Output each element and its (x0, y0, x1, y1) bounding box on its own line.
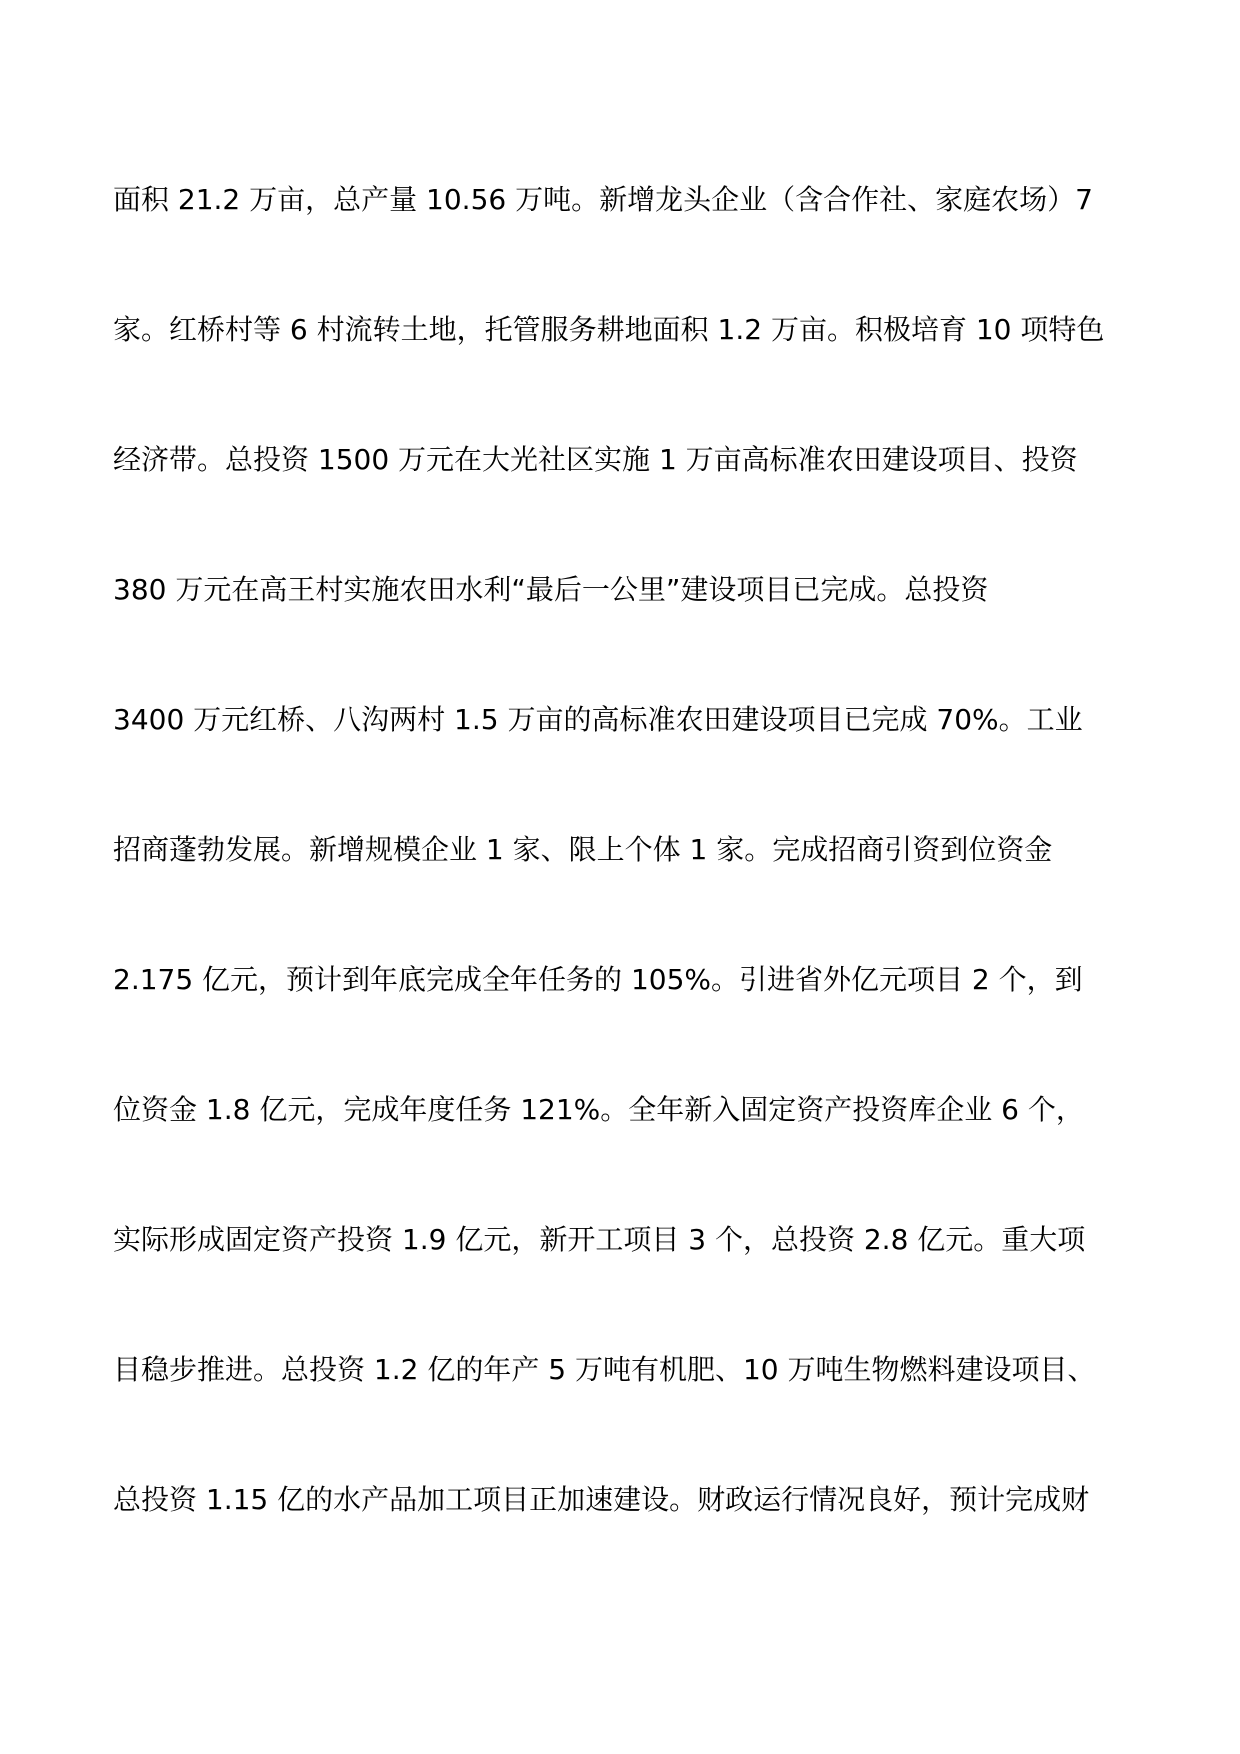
text-line: 位资金 1.8 亿元，完成年度任务 121%。全年新入固定资产投资库企业 6 个， (113, 1093, 1084, 1126)
text-line: 经济带。总投资 1500 万元在大光社区实施 1 万亩高标准农田建设项目、投资 (113, 443, 1078, 476)
text-line: 总投资 1.15 亿的水产品加工项目正加速建设。财政运行情况良好，预计完成财 (113, 1483, 1090, 1516)
text-line: 实际形成固定资产投资 1.9 亿元，新开工项目 3 个，总投资 2.8 亿元。重大项 (113, 1223, 1086, 1256)
text-line: 家。红桥村等 6 村流转土地，托管服务耕地面积 1.2 万亩。积极培育 10 项特色 (113, 313, 1105, 346)
text-line: 目稳步推进。总投资 1.2 亿的年产 5 万吨有机肥、10 万吨生物燃料建设项目、 (113, 1353, 1096, 1386)
text-line: 380 万元在高王村实施农田水利“最后一公里”建设项目已完成。总投资 (113, 573, 989, 606)
text-line: 3400 万元红桥、八沟两村 1.5 万亩的高标准农田建设项目已完成 70%。工业 (113, 703, 1083, 736)
text-line: 2.175 亿元，预计到年底完成全年任务的 105%。引进省外亿元项目 2 个，到 (113, 963, 1083, 996)
text-line: 面积 21.2 万亩，总产量 10.56 万吨。新增龙头企业（含合作社、家庭农场）7 (113, 183, 1093, 216)
text-line: 招商蓬勃发展。新增规模企业 1 家、限上个体 1 家。完成招商引资到位资金 (113, 833, 1053, 866)
body-paragraph (113, 165, 1133, 1595)
